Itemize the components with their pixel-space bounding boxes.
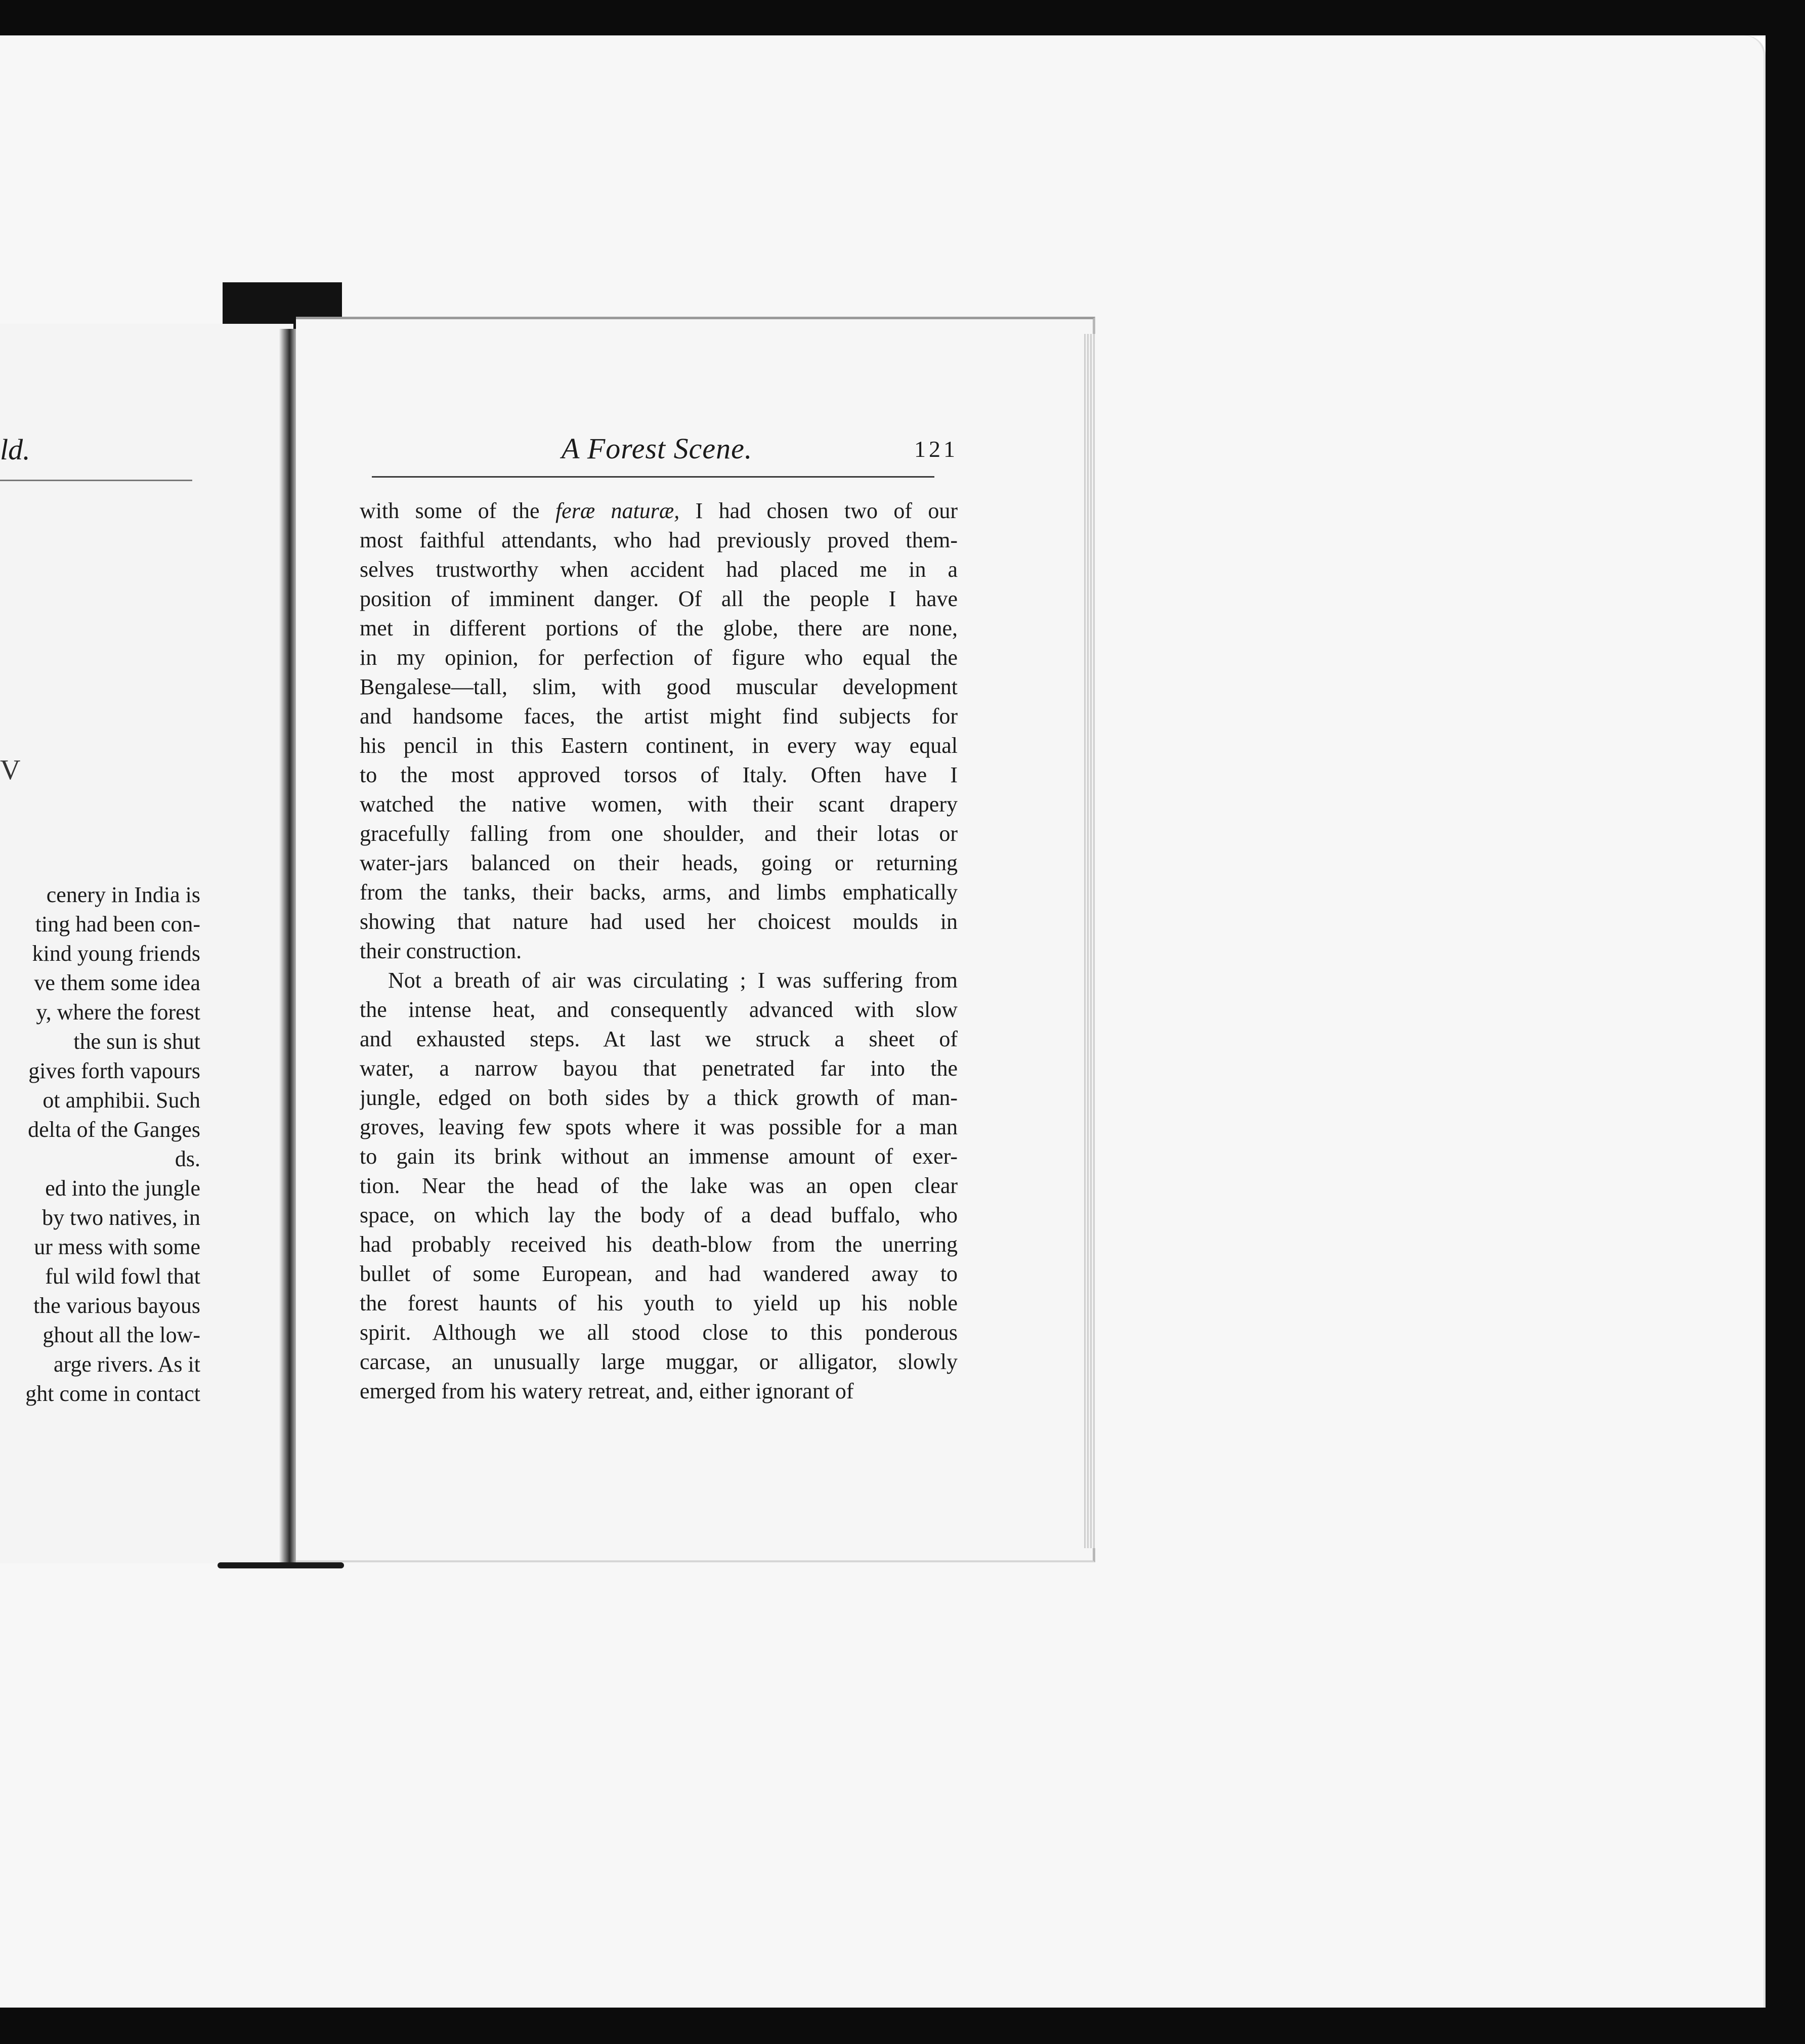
text-line: had probably received his death-blow from the unerring [360,1232,958,1257]
header-rule [372,476,934,478]
left-text-line: ot amphibii. Such [42,1088,200,1113]
text-line [360,496,958,526]
text-line: spirit. Although we all stood close to this ponderous [360,1320,958,1345]
text-line: tion. Near the head of the lake was an open clear [360,1173,958,1198]
text-line: jungle, edged on both sides by a thick growth of man- [360,1085,958,1110]
left-text-line: cenery in India is [46,882,200,907]
spine-shadow [218,1562,344,1568]
left-text-line: ds. [175,1146,200,1171]
text-line: and exhausted steps. At last we struck a sheet of [360,1027,958,1051]
text-line: water, a narrow bayou that penetrated far into the [360,1056,958,1081]
left-chapter-mark: V [0,754,21,786]
left-text-line: y, where the forest [36,1000,200,1025]
text-line: bullet of some European, and had wandered away to [360,1261,958,1286]
scanner-frame-top [0,0,1805,35]
page-edges [1084,334,1095,1548]
text-line: the forest haunts of his youth to yield up his noble [360,1291,958,1315]
left-text-line: arge rivers. As it [53,1352,200,1377]
text-segment: I had chosen two of our [679,498,958,523]
body-text [360,496,958,1406]
text-line: to the most approved torsos of Italy. Often have I [360,762,958,787]
text-line: water-jars balanced on their heads, going or returning [360,850,958,875]
text-line: and handsome faces, the artist might find subjects for [360,704,958,729]
italic-latin-phrase: feræ naturæ, [555,498,680,523]
left-page [0,324,293,1563]
running-title: A Forest Scene. [562,432,753,465]
left-text-line: ur mess with some [34,1234,200,1259]
text-line: carcase, an unusually large muggar, or alligator, slowly [360,1349,958,1374]
scanner-frame-right [1766,35,1805,2008]
left-text-line: ting had been con- [35,912,200,936]
left-text-line: delta of the Ganges [28,1117,200,1142]
page-number: 121 [914,436,958,462]
book-spine [279,329,296,1563]
left-text-line: kind young friends [32,941,200,966]
text-line: space, on which lay the body of a dead buffalo, who [360,1203,958,1227]
text-line: the intense heat, and consequently advanced with slow [360,997,958,1022]
left-text-line: by two natives, in [42,1205,200,1230]
left-text-line: ght come in contact [25,1381,200,1406]
text-line: his pencil in this Eastern continent, in every way equal [360,733,958,758]
left-text-block [0,880,200,1409]
text-line: watched the native women, with their scant drapery [360,792,958,817]
text-line: most faithful attendants, who had previously proved them- [360,528,958,552]
scanner-frame-bottom [0,2008,1805,2044]
text-line: their construction. [360,939,522,963]
text-line: position of imminent danger. Of all the people I have [360,586,958,611]
left-text-line: gives forth vapours [28,1058,200,1083]
left-header-rule [0,480,192,481]
text-line: emerged from his watery retreat, and, either ignorant of [360,1379,854,1403]
text-line: gracefully falling from one shoulder, and their lotas or [360,821,958,846]
right-page [296,317,1095,1562]
left-text-line: the various bayous [33,1293,200,1318]
text-line: met in different portions of the globe, there are none, [360,616,958,641]
left-text-line: ed into the jungle [45,1176,200,1201]
text-line: selves trustworthy when accident had placed me in a [360,557,958,582]
text-line: to gain its brink without an immense amount of exer- [360,1144,958,1169]
text-line: showing that nature had used her choicest moulds in [360,909,958,934]
text-line: Bengalese—tall, slim, with good muscular development [360,674,958,699]
text-line: Not a breath of air was circulating ; I was suffering from [388,968,958,993]
left-text-line: ful wild fowl that [45,1264,200,1289]
left-running-title: ld. [0,433,30,466]
left-text-line: the sun is shut [73,1029,200,1054]
text-line: from the tanks, their backs, arms, and limbs emphatically [360,880,958,905]
text-segment: with some of the [360,498,555,523]
left-text-line: ve them some idea [34,970,200,995]
text-line: groves, leaving few spots where it was possible for a man [360,1115,958,1139]
left-text-line: ghout all the low- [42,1323,200,1347]
text-line: in my opinion, for perfection of figure who equal the [360,645,958,670]
